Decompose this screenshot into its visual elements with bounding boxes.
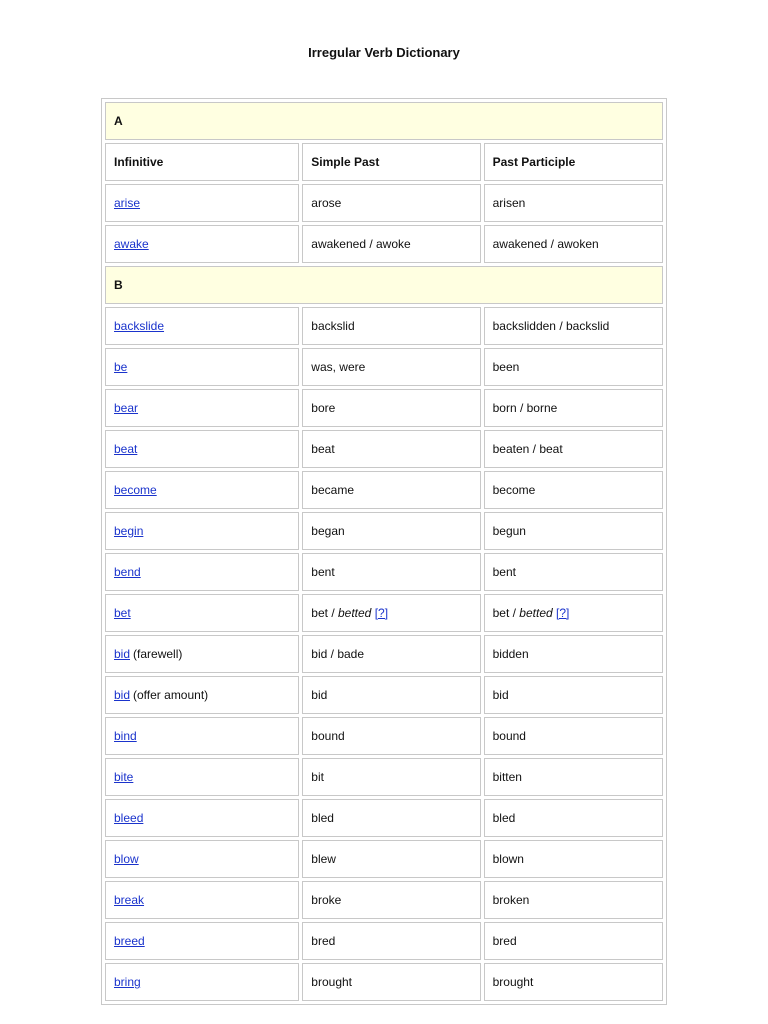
form-text: bled [492, 811, 516, 825]
table-row [105, 799, 663, 837]
header-infinitive: Infinitive [105, 143, 299, 181]
infinitive-cell [105, 799, 299, 837]
verb-table [101, 98, 667, 1005]
header-past-participle: Past Participle [484, 143, 663, 181]
table-row [105, 881, 663, 919]
simple-past-cell [302, 963, 480, 1001]
form-text: bent [311, 565, 335, 579]
table-row [105, 963, 663, 1001]
infinitive-cell [105, 758, 299, 796]
past-participle-cell [484, 758, 663, 796]
verb-table-body [105, 102, 663, 1001]
table-row [105, 389, 663, 427]
verb-link[interactable]: bring [114, 975, 141, 989]
past-participle-cell [484, 840, 663, 878]
form-text: backslid [311, 319, 355, 333]
verb-link[interactable]: break [114, 893, 145, 907]
form-text: bet / [492, 606, 520, 620]
form-text: bet / [311, 606, 338, 620]
form-text: bidden [492, 647, 529, 661]
simple-past-cell [302, 594, 480, 632]
simple-past-cell [302, 717, 480, 755]
verb-link[interactable]: bleed [114, 811, 144, 825]
verb-link[interactable]: arise [114, 196, 141, 210]
verb-link[interactable]: backslide [114, 319, 165, 333]
form-text: blew [311, 852, 336, 866]
infinitive-cell [105, 471, 299, 509]
infinitive-cell [105, 963, 299, 1001]
form-text: became [311, 483, 354, 497]
past-participle-cell [484, 184, 663, 222]
alt-form-text: betted [519, 606, 553, 620]
verb-link[interactable]: begin [114, 524, 144, 538]
infinitive-cell [105, 881, 299, 919]
form-text: bled [311, 811, 334, 825]
form-text: bent [492, 565, 516, 579]
simple-past-cell [302, 389, 480, 427]
past-participle-cell [484, 307, 663, 345]
past-participle-cell [484, 881, 663, 919]
simple-past-cell [302, 430, 480, 468]
table-row [105, 635, 663, 673]
infinitive-cell [105, 389, 299, 427]
table-row [105, 307, 663, 345]
table-row [105, 922, 663, 960]
form-text: bound [492, 729, 526, 743]
table-row [105, 717, 663, 755]
infinitive-cell [105, 348, 299, 386]
verb-link[interactable]: bid [114, 647, 131, 661]
table-row [105, 758, 663, 796]
simple-past-cell [302, 799, 480, 837]
simple-past-cell [302, 471, 480, 509]
infinitive-cell [105, 635, 299, 673]
form-text: was, were [311, 360, 366, 374]
past-participle-cell [484, 594, 663, 632]
form-text: beaten / beat [492, 442, 563, 456]
simple-past-cell [302, 881, 480, 919]
past-participle-cell [484, 553, 663, 591]
form-text: backslidden / backslid [492, 319, 610, 333]
table-row [105, 512, 663, 550]
verb-note: (offer amount) [133, 688, 209, 702]
verb-link[interactable]: blow [114, 852, 139, 866]
form-text: awakened / awoke [311, 237, 411, 251]
infinitive-cell [105, 512, 299, 550]
simple-past-cell [302, 348, 480, 386]
infinitive-cell [105, 225, 299, 263]
simple-past-cell [302, 307, 480, 345]
table-row [105, 225, 663, 263]
form-text: brought [311, 975, 352, 989]
form-text: become [492, 483, 536, 497]
form-text: awakened / awoken [492, 237, 599, 251]
past-participle-cell [484, 225, 663, 263]
infinitive-cell [105, 553, 299, 591]
table-row [105, 840, 663, 878]
table-row [105, 430, 663, 468]
form-text: begun [492, 524, 526, 538]
verb-link[interactable]: bend [114, 565, 141, 579]
verb-link[interactable]: beat [114, 442, 138, 456]
alt-form-text: betted [337, 606, 372, 620]
form-text: bid / bade [311, 647, 365, 661]
table-row [105, 471, 663, 509]
simple-past-cell [302, 225, 480, 263]
infinitive-cell [105, 717, 299, 755]
form-text: bit [311, 770, 324, 784]
form-text: broken [492, 893, 530, 907]
past-participle-cell [484, 512, 663, 550]
section-header-row [105, 102, 663, 140]
simple-past-cell [302, 758, 480, 796]
simple-past-cell [302, 512, 480, 550]
table-row [105, 594, 663, 632]
section-letter: A [105, 102, 663, 140]
form-text: bore [311, 401, 336, 415]
form-text: bred [311, 934, 336, 948]
infinitive-cell [105, 676, 299, 714]
form-text: arisen [492, 196, 526, 210]
simple-past-cell [302, 635, 480, 673]
verb-link[interactable]: bind [114, 729, 137, 743]
past-participle-cell [484, 717, 663, 755]
section-letter: B [105, 266, 663, 304]
verb-link[interactable]: breed [114, 934, 145, 948]
page-title: Irregular Verb Dictionary [308, 45, 460, 60]
simple-past-cell [302, 676, 480, 714]
infinitive-cell [105, 840, 299, 878]
verb-link[interactable]: bite [114, 770, 134, 784]
simple-past-cell [302, 840, 480, 878]
header-simple-past: Simple Past [302, 143, 480, 181]
past-participle-cell [484, 471, 663, 509]
infinitive-cell [105, 430, 299, 468]
simple-past-cell [302, 922, 480, 960]
past-participle-cell [484, 963, 663, 1001]
verb-link[interactable]: bear [114, 401, 139, 415]
infinitive-cell [105, 594, 299, 632]
form-text: bitten [492, 770, 522, 784]
form-text: blown [492, 852, 524, 866]
table-row [105, 553, 663, 591]
form-text: bound [311, 729, 345, 743]
form-text: bid [492, 688, 509, 702]
form-text: beat [311, 442, 335, 456]
table-row [105, 676, 663, 714]
section-header-row [105, 266, 663, 304]
past-participle-cell [484, 922, 663, 960]
infinitive-cell [105, 307, 299, 345]
column-header-row [105, 143, 663, 181]
reference-link[interactable]: [?] [374, 606, 389, 620]
past-participle-cell [484, 430, 663, 468]
form-text: brought [492, 975, 534, 989]
table-row [105, 184, 663, 222]
infinitive-cell [105, 184, 299, 222]
form-text: been [492, 360, 520, 374]
verb-link[interactable]: bid [114, 688, 131, 702]
verb-link[interactable]: be [114, 360, 128, 374]
form-text: bred [492, 934, 517, 948]
past-participle-cell [484, 635, 663, 673]
infinitive-cell [105, 922, 299, 960]
past-participle-cell [484, 348, 663, 386]
form-text: broke [311, 893, 342, 907]
verb-link[interactable]: awake [114, 237, 149, 251]
past-participle-cell [484, 799, 663, 837]
reference-link[interactable]: [?] [556, 606, 570, 620]
simple-past-cell [302, 184, 480, 222]
verb-link[interactable]: bet [114, 606, 131, 620]
simple-past-cell [302, 553, 480, 591]
form-text: began [311, 524, 345, 538]
past-participle-cell [484, 676, 663, 714]
form-text: arose [311, 196, 342, 210]
form-text: bid [311, 688, 328, 702]
past-participle-cell [484, 389, 663, 427]
form-text: born / borne [492, 401, 558, 415]
verb-note: (farewell) [133, 647, 183, 661]
verb-link[interactable]: become [114, 483, 157, 497]
table-row [105, 348, 663, 386]
